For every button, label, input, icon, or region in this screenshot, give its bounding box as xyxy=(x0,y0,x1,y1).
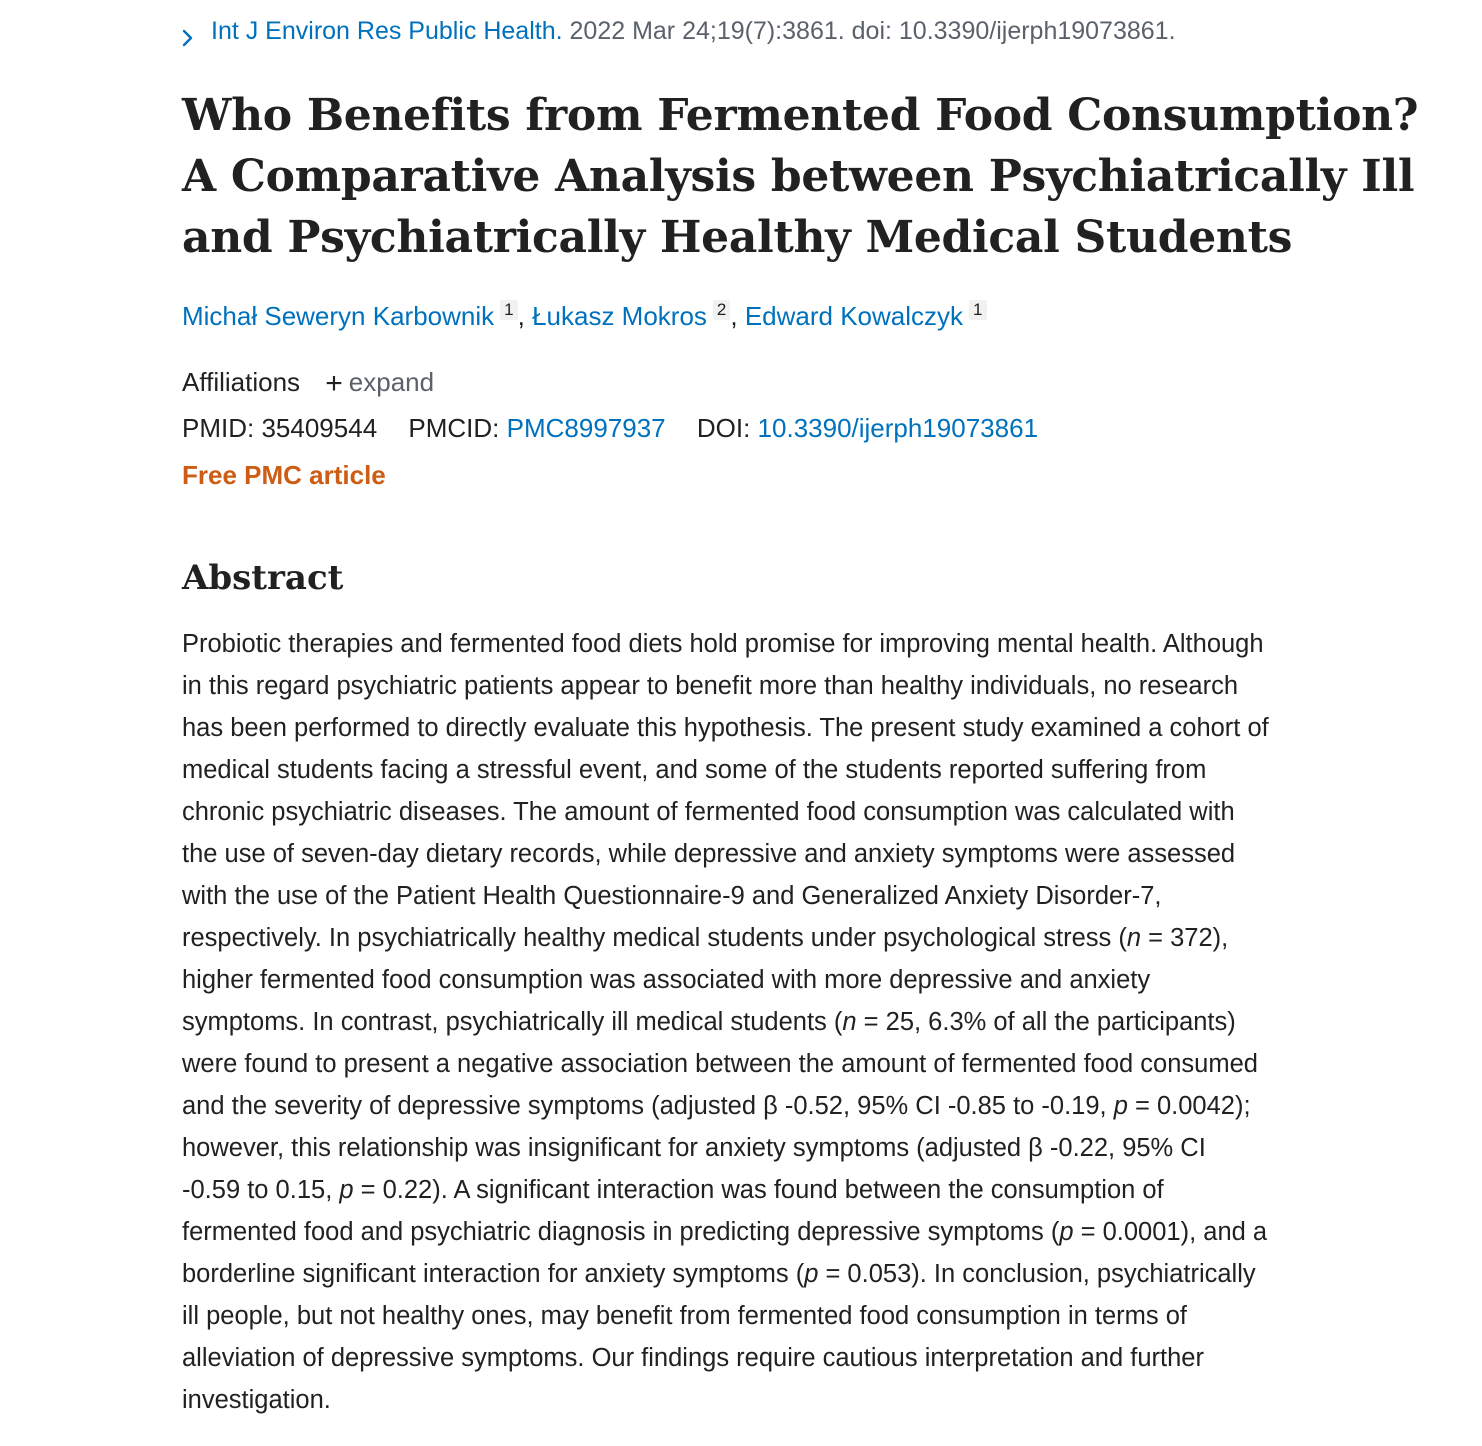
abstract-line: fermented food and psychiatric diagnosis in predicting depressive symptoms (p = 0.0001), and a xyxy=(182,1218,1268,1246)
abstract-line: symptoms. In contrast, psychiatrically ill medical students (n = 25, 6.3% of all the participants) xyxy=(182,1008,1236,1036)
author-separator: , xyxy=(730,301,745,331)
abstract-line: however, this relationship was insignificant for anxiety symptoms (adjusted β -0.22, 95% CI xyxy=(182,1134,1206,1162)
abstract-line: investigation. xyxy=(182,1386,331,1414)
abstract-line: higher fermented food consumption was associated with more depressive and anxiety xyxy=(182,966,1151,994)
abstract-line: -0.59 to 0.15, p = 0.22). A significant interaction was found between the consumption of xyxy=(182,1176,1164,1204)
journal-link[interactable]: Int J Environ Res Public Health. xyxy=(211,17,563,45)
identifiers-row xyxy=(182,410,1038,446)
author-link-karbownik[interactable]: Michał Seweryn Karbownik xyxy=(182,301,495,331)
affiliations-row xyxy=(182,364,434,402)
abstract-line: chronic psychiatric diseases. The amount of fermented food consumption was calculated with xyxy=(182,798,1235,826)
abstract-line: in this regard psychiatric patients appear to benefit more than healthy individuals, no research xyxy=(182,672,1239,700)
doi-link[interactable]: 10.3390/ijerph19073861 xyxy=(757,413,1039,443)
abstract-line: has been performed to directly evaluate this hypothesis. The present study examined a cohort of xyxy=(182,714,1269,742)
expand-label: expand xyxy=(348,367,435,397)
authors-list xyxy=(182,298,987,334)
author-link-mokros[interactable]: Łukasz Mokros xyxy=(532,301,707,331)
abstract-line: with the use of the Patient Health Questionnaire-9 and Generalized Anxiety Disorder-7, xyxy=(182,882,1162,910)
abstract-line: respectively. In psychiatrically healthy medical students under psychological stress (n = 372), xyxy=(182,924,1229,952)
abstract-line: medical students facing a stressful event, and some of the students reported suffering from xyxy=(182,756,1207,784)
citation-details: 2022 Mar 24;19(7):3861. doi: 10.3390/ijerph19073861. xyxy=(562,17,1176,45)
abstract-text xyxy=(182,623,1406,1421)
pmid-value: 35409544 xyxy=(261,413,378,443)
pmcid-label: PMCID: xyxy=(408,413,500,443)
abstract-line: borderline significant interaction for anxiety symptoms (p = 0.053). In conclusion, psychiatrically xyxy=(182,1260,1256,1288)
chevron-right-icon[interactable] xyxy=(179,22,197,40)
abstract-line: and the severity of depressive symptoms (adjusted β -0.52, 95% CI -0.85 to -0.19, p = 0.0042); xyxy=(182,1092,1251,1120)
abstract-line: were found to present a negative association between the amount of fermented food consumed xyxy=(182,1050,1258,1078)
affiliation-ref[interactable]: 1 xyxy=(969,300,986,320)
abstract-line: ill people, but not healthy ones, may benefit from fermented food consumption in terms of xyxy=(182,1302,1187,1330)
abstract-line: alleviation of depressive symptoms. Our findings require cautious interpretation and further xyxy=(182,1344,1204,1372)
abstract-line: Probiotic therapies and fermented food diets hold promise for improving mental health. Although xyxy=(182,630,1264,658)
pmcid-link[interactable]: PMC8997937 xyxy=(506,413,666,443)
citation-line xyxy=(182,14,1176,48)
article-title: Who Benefits from Fermented Food Consumption? A Comparative Analysis between Psychiatrically Ill and Psychiatrically Healthy Medical Students xyxy=(182,90,1419,263)
affiliation-ref[interactable]: 2 xyxy=(713,300,730,320)
abstract-heading: Abstract xyxy=(182,558,344,598)
author-link-kowalczyk[interactable]: Edward Kowalczyk xyxy=(744,301,964,331)
doi-label: DOI: xyxy=(696,413,751,443)
plus-icon: + xyxy=(325,367,343,400)
free-pmc-article-link[interactable]: Free PMC article xyxy=(182,460,386,490)
affiliation-ref[interactable]: 1 xyxy=(500,300,517,320)
abstract-line: the use of seven-day dietary records, while depressive and anxiety symptoms were assessed xyxy=(182,840,1236,868)
pmid-label: PMID: xyxy=(182,413,255,443)
author-separator: , xyxy=(517,301,533,331)
expand-affiliations-button[interactable] xyxy=(325,367,435,400)
affiliations-label: Affiliations xyxy=(182,367,301,397)
